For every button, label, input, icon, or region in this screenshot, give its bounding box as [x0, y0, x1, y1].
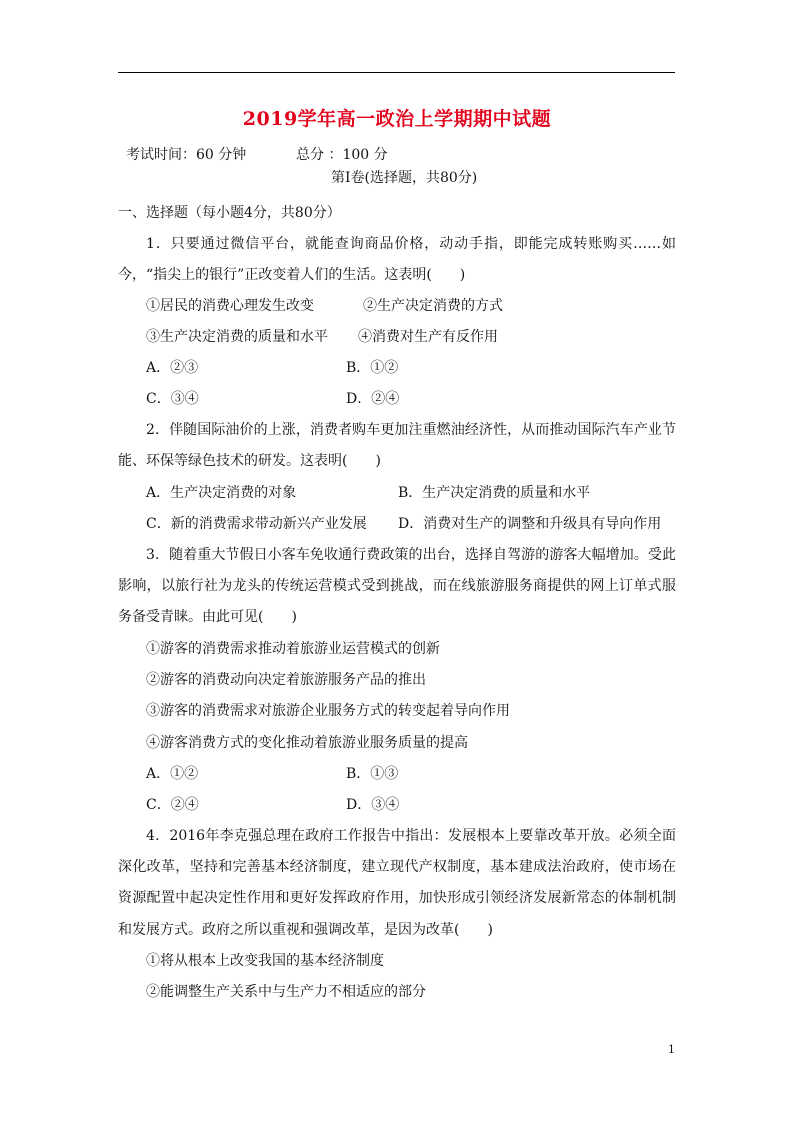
question-4-stem: 4．2016年李克强总理在政府工作报告中指出：发展根本上要靠改革开放。必须全面深化改革，坚持和完善基本经济制度，建立现代产权制度，基本建成法治政府，使市场在资源配置中起决定性作用和更好发挥政府作用，加快形成引领经济发展新常态的体制机制和发展方式。政府之所以重视和强调改革，是因为改革( ) — [118, 828, 676, 938]
q1-option-d: D．②④ — [346, 391, 400, 407]
q3-item-1: ①游客的消费需求推动着旅游业运营模式的创新 — [146, 641, 440, 657]
q3-option-c: C．②④ — [146, 797, 199, 813]
q4-item-1: ①将从根本上改变我国的基本经济制度 — [146, 953, 384, 969]
q3-item-3: ③游客的消费需求对旅游企业服务方式的转变起着导向作用 — [146, 703, 510, 719]
exam-time: 考试时间：60 分钟 — [126, 147, 247, 163]
q1-option-a: A．②③ — [146, 360, 199, 376]
q2-option-a: A．生产决定消费的对象 — [146, 485, 297, 501]
q3-option-d: D．③④ — [346, 797, 400, 813]
q1-option-b: B．①② — [346, 360, 399, 376]
q2-option-c: C．新的消费需求带动新兴产业发展 — [146, 516, 367, 532]
page-title: 2019学年高一政治上学期期中试题 — [242, 108, 552, 130]
exam-total-score: 总分 ：100 分 — [296, 147, 388, 163]
q2-option-b: B．生产决定消费的质量和水平 — [398, 485, 591, 501]
section-heading: 一、选择题（每小题4分，共80分） — [118, 205, 341, 221]
q3-item-4: ④游客消费方式的变化推动着旅游业服务质量的提高 — [146, 735, 468, 751]
question-2-stem: 2．伴随国际油价的上涨，消费者购车更加注重燃油经济性，从而推动国际汽车产业节能、环保等绿色技术的研发。这表明( ) — [118, 422, 676, 470]
header-rule — [118, 72, 675, 73]
question-1-stem: 1．只要通过微信平台，就能查询商品价格，动动手指，即能完成转账购买……如今，“指尖上的银行”正改变着人们的生活。这表明( ) — [118, 236, 676, 284]
q4-item-2: ②能调整生产关系中与生产力不相适应的部分 — [146, 984, 426, 1000]
q1-item-3: ③生产决定消费的质量和水平 — [146, 329, 328, 345]
q3-option-a: A．①② — [146, 766, 199, 782]
page-number: 1 — [668, 1043, 675, 1056]
q3-item-2: ②游客的消费动向决定着旅游服务产品的推出 — [146, 672, 426, 688]
q1-option-c: C．③④ — [146, 391, 199, 407]
q1-item-1: ①居民的消费心理发生改变 — [146, 298, 314, 314]
q1-item-4: ④消费对生产有反作用 — [358, 329, 498, 345]
q1-item-2: ②生产决定消费的方式 — [363, 298, 503, 314]
volume-heading: 第Ⅰ卷(选择题，共80分) — [331, 170, 478, 186]
q3-option-b: B．①③ — [346, 766, 399, 782]
question-3-stem: 3．随着重大节假日小客车免收通行费政策的出台，选择自驾游的游客大幅增加。受此影响，以旅行社为龙头的传统运营模式受到挑战，而在线旅游服务商提供的网上订单式服务备受青睐。由此可见( ) — [118, 547, 676, 626]
q2-option-d: D．消费对生产的调整和升级具有导向作用 — [398, 516, 662, 532]
